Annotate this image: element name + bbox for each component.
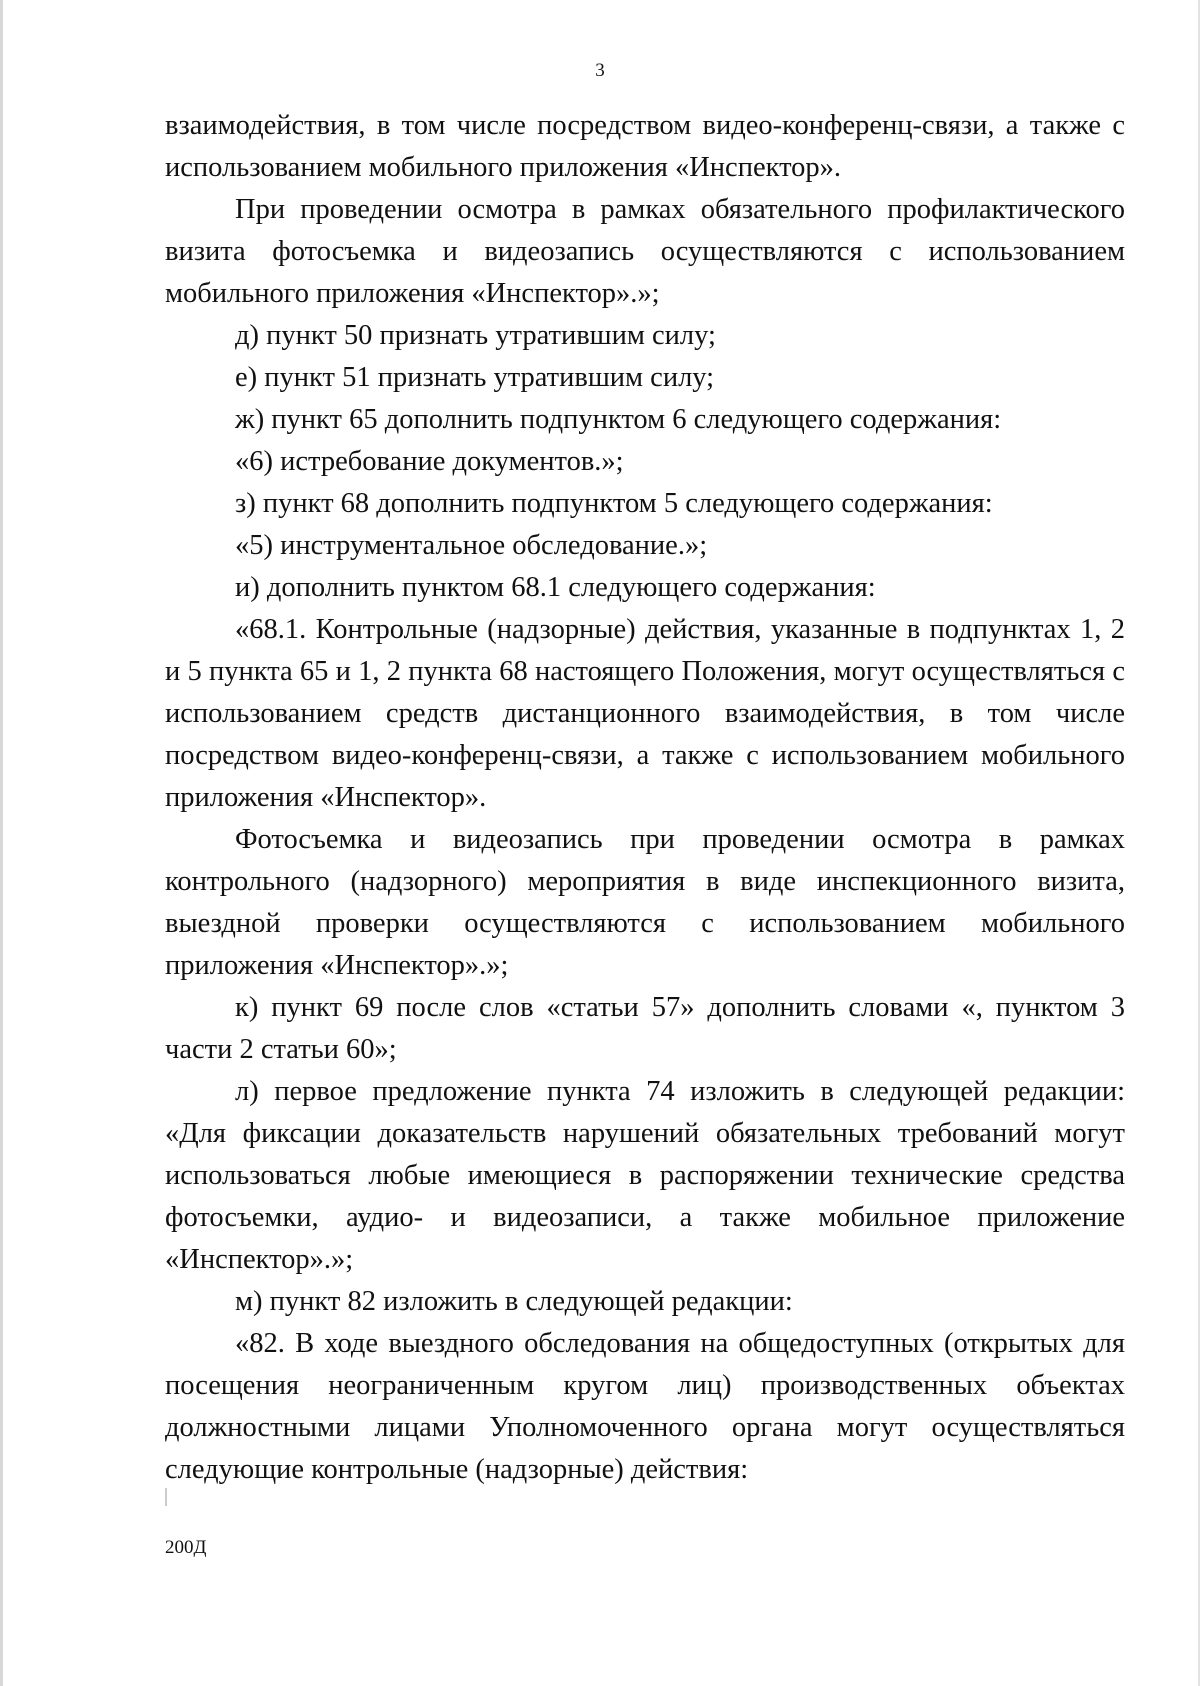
paragraph-quote-6: «6) истребование документов.»; bbox=[235, 446, 624, 477]
scan-left-edge bbox=[0, 0, 3, 1686]
page-number: 3 bbox=[595, 60, 605, 81]
document-code: 200Д bbox=[165, 1537, 207, 1558]
paragraph-item-l: л) первое предложение пункта 74 изложить в следующей редакции: «Для фиксации доказательств нарушений обязательных требований могут использоваться любые имеющиеся в распоряжении технические средства фотосъемки, аудио- и видеозаписи, а также мобильное приложение «Инспектор».»; bbox=[165, 1076, 1125, 1275]
paragraph-quote-68-1: «68.1. Контрольные (надзорные) действия, указанные в подпунктах 1, 2 и 5 пункта 65 и 1, 2 пункта 68 настоящего Положения, могут осуществляться с использованием средств дистанционного взаимодействия, в том числе посредством видео-конференц-связи, а также с использованием мобильного приложения «Инспектор». bbox=[165, 614, 1125, 813]
paragraph-quote-5: «5) инструментальное обследование.»; bbox=[235, 530, 708, 561]
paragraph-item-m: м) пункт 82 изложить в следующей редакции: bbox=[235, 1286, 793, 1317]
paragraph-item-z: з) пункт 68 дополнить подпунктом 5 следующего содержания: bbox=[235, 488, 993, 519]
paragraph-photo-video: Фотосъемка и видеозапись при проведении осмотра в рамках контрольного (надзорного) мероприятия в виде инспекционного визита, выездной проверки осуществляются с использованием мобильного приложения «Инспектор».»; bbox=[165, 824, 1125, 981]
document-body bbox=[165, 105, 1125, 1491]
paragraph-inspection-visit: При проведении осмотра в рамках обязательного профилактического визита фотосъемка и видеозапись осуществляются с использованием мобильного приложения «Инспектор».»; bbox=[165, 194, 1125, 309]
paragraph-item-e: е) пункт 51 признать утратившим силу; bbox=[235, 362, 715, 393]
paragraph-quote-82: «82. В ходе выездного обследования на общедоступных (открытых для посещения неограниченным кругом лиц) производственных объектах должностными лицами Уполномоченного органа могут осуществляться следующие контрольные (надзорные) действия: bbox=[165, 1328, 1125, 1485]
paragraph-continuation: взаимодействия, в том числе посредством видео-конференц-связи, а также с использованием мобильного приложения «Инспектор». bbox=[165, 110, 1125, 183]
paragraph-item-d: д) пункт 50 признать утратившим силу; bbox=[235, 320, 716, 351]
paragraph-item-i: и) дополнить пунктом 68.1 следующего содержания: bbox=[235, 572, 876, 603]
paragraph-item-zh: ж) пункт 65 дополнить подпунктом 6 следующего содержания: bbox=[235, 404, 1002, 435]
paragraph-item-k: к) пункт 69 после слов «статьи 57» дополнить словами «, пунктом 3 части 2 статьи 60»; bbox=[165, 992, 1125, 1065]
scan-artifact-mark bbox=[165, 1488, 167, 1506]
